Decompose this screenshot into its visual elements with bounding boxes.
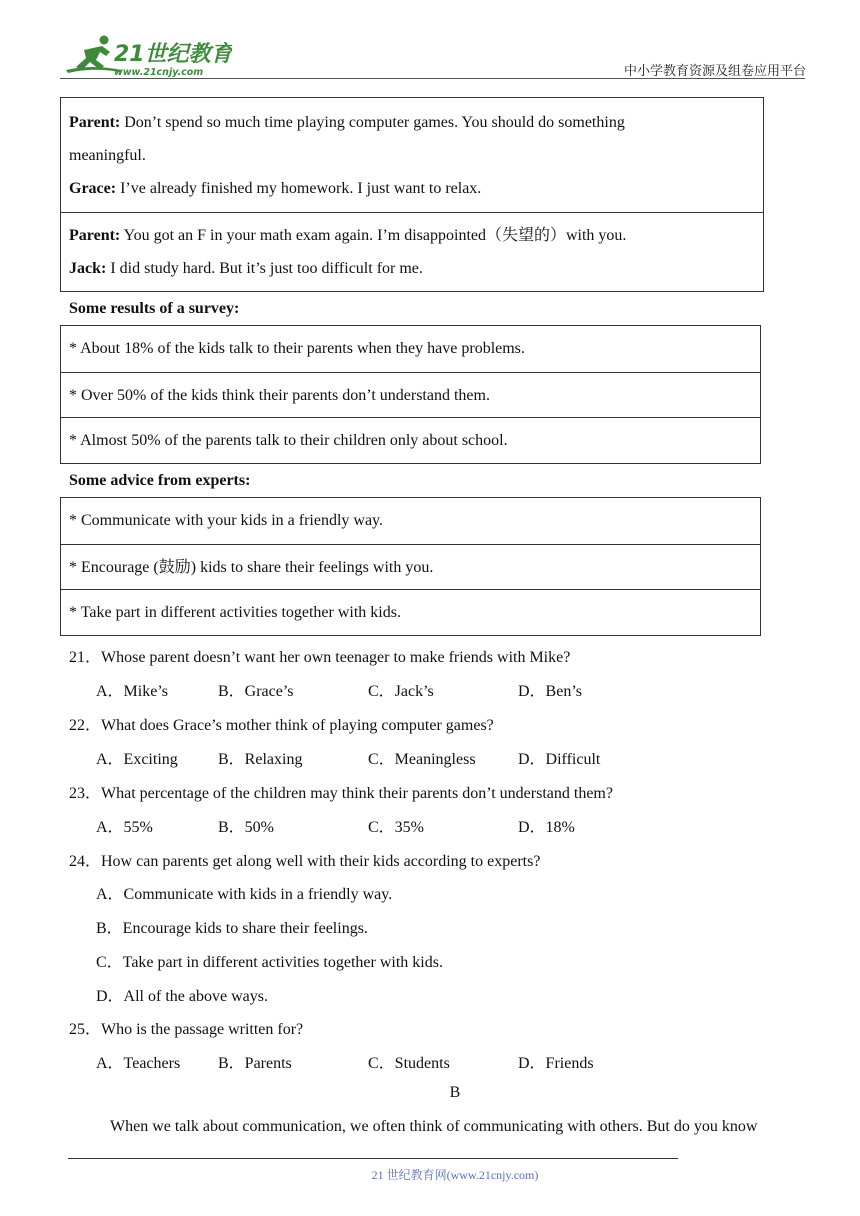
- option-c: C．Students: [368, 1055, 450, 1072]
- option-c: C．Jack’s: [368, 683, 434, 700]
- question-24: 24．How can parents get along well with their kids according to experts?: [69, 853, 541, 870]
- survey-row: * Almost 50% of the parents talk to their children only about school.: [61, 417, 760, 463]
- question-21: 21．Whose parent doesn’t want her own teenager to make friends with Mike?: [69, 649, 571, 666]
- survey-row: * About 18% of the kids talk to their parents when they have problems.: [69, 340, 525, 357]
- dialog-cell: [61, 212, 763, 291]
- footer-text: 21 世纪教育网(www.21cnjy.com): [371, 1168, 539, 1182]
- option-b: B．Grace’s: [218, 683, 294, 700]
- option-d: D．All of the above ways.: [96, 988, 268, 1005]
- advice-row: * Communicate with your kids in a friendly way.: [69, 512, 384, 529]
- survey-title: Some results of a survey:: [69, 300, 240, 317]
- footer-divider: [68, 1158, 678, 1159]
- header-divider: [60, 78, 805, 79]
- option-d: D．Difficult: [518, 751, 601, 768]
- option-a: A．Mike’s: [96, 683, 169, 700]
- option-b: B．Encourage kids to share their feelings.: [96, 920, 368, 937]
- question-23: 23．What percentage of the children may think their parents don’t understand them?: [69, 785, 613, 802]
- option-c: C．Meaningless: [368, 751, 476, 768]
- option-b: B．50%: [218, 819, 275, 836]
- logo-title: 21世纪教育: [114, 42, 232, 67]
- survey-row: * Over 50% of the kids think their parents don’t understand them.: [61, 372, 760, 418]
- dialog-line: Jack: I did study hard. But it’s just too difficult for me.: [69, 260, 423, 277]
- option-a: A．Communicate with kids in a friendly way.: [96, 886, 393, 903]
- advice-row: * Take part in different activities together with kids.: [61, 589, 760, 635]
- option-d: D．18%: [518, 819, 575, 836]
- passage-text: When we talk about communication, we often think of communicating with others. But do you know: [110, 1118, 758, 1135]
- dialog-line: Parent: You got an F in your math exam again. I’m disappointed（失望的）with you.: [69, 227, 627, 244]
- advice-title: Some advice from experts:: [69, 472, 251, 489]
- option-d: D．Friends: [518, 1055, 594, 1072]
- option-c: C．Take part in different activities together with kids.: [96, 954, 443, 971]
- option-c: C．35%: [368, 819, 425, 836]
- option-a: A．Teachers: [96, 1055, 181, 1072]
- dialog-table: [60, 97, 764, 292]
- header-platform-text: 中小学教育资源及组卷应用平台: [623, 64, 806, 79]
- question-25: 25．Who is the passage written for?: [69, 1021, 304, 1038]
- option-b: B．Parents: [218, 1055, 292, 1072]
- survey-table: [60, 325, 761, 464]
- section-b-heading: B: [449, 1084, 461, 1101]
- question-22: 22．What does Grace’s mother think of playing computer games?: [69, 717, 494, 734]
- advice-row: * Encourage (鼓励) kids to share their feelings with you.: [61, 544, 760, 590]
- logo-url: www.21cnjy.com: [114, 67, 204, 78]
- dialog-cell: [61, 98, 763, 212]
- option-a: A．Exciting: [96, 751, 178, 768]
- option-b: B．Relaxing: [218, 751, 303, 768]
- logo: [62, 34, 232, 80]
- option-a: A．55%: [96, 819, 153, 836]
- advice-table: [60, 497, 761, 636]
- dialog-line: meaningful.: [69, 147, 146, 164]
- dialog-line: Parent: Don’t spend so much time playing computer games. You should do something: [69, 114, 625, 131]
- option-d: D．Ben’s: [518, 683, 583, 700]
- dialog-line: Grace: I’ve already finished my homework. I just want to relax.: [69, 180, 482, 197]
